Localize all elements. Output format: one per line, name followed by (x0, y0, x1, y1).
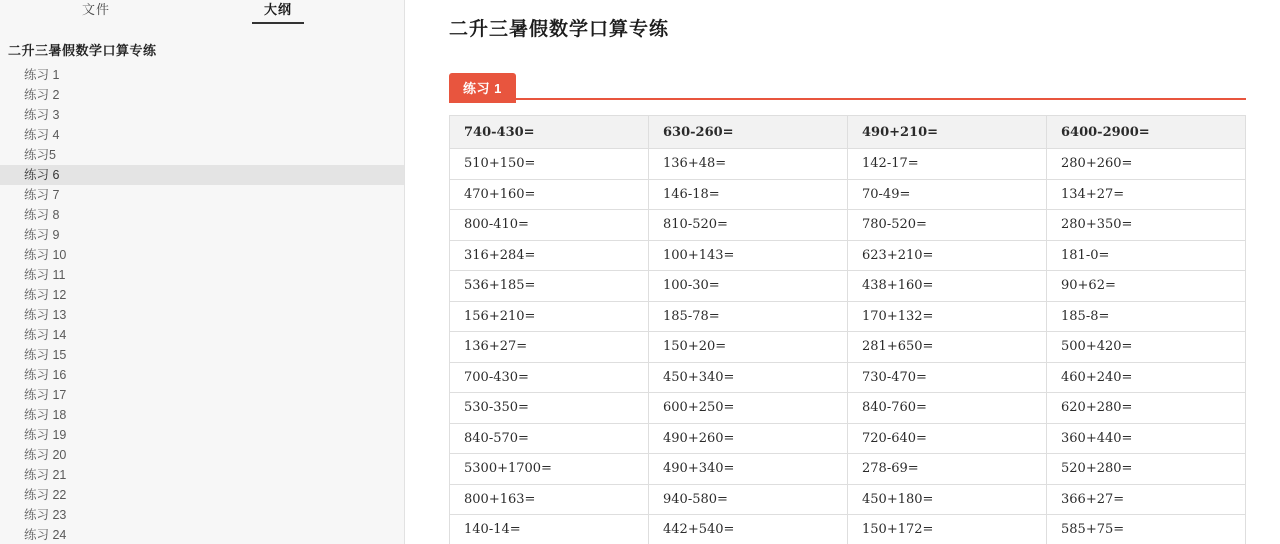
outline-item[interactable]: 练习 3 (24, 108, 60, 122)
table-cell: 140-14= (450, 515, 649, 544)
table-cell: 136+48= (649, 149, 848, 180)
table-cell: 500+420= (1047, 332, 1246, 363)
table-cell: 134+27= (1047, 179, 1246, 210)
table-row (450, 210, 1246, 241)
table-cell: 940-580= (649, 484, 848, 515)
table-cell: 156+210= (450, 301, 649, 332)
section-rule (449, 98, 1246, 100)
outline-item[interactable]: 练习 21 (24, 468, 67, 482)
table-cell: 810-520= (649, 210, 848, 241)
outline-item[interactable]: 练习 8 (24, 208, 60, 222)
table-row (450, 393, 1246, 424)
table-cell: 185-8= (1047, 301, 1246, 332)
table-cell: 100-30= (649, 271, 848, 302)
document-pane[interactable] (405, 0, 1280, 544)
table-header-row (450, 116, 1246, 149)
table-cell: 536+185= (450, 271, 649, 302)
table-row (450, 454, 1246, 485)
table-cell: 70-49= (848, 179, 1047, 210)
outline-item[interactable]: 练习 6 (0, 165, 404, 185)
table-cell: 438+160= (848, 271, 1047, 302)
table-cell: 150+172= (848, 515, 1047, 544)
outline-title: 二升三暑假数学口算专练 (8, 43, 157, 58)
table-row (450, 423, 1246, 454)
outline-item[interactable]: 练习 9 (24, 228, 60, 242)
table-body (450, 149, 1246, 544)
sidebar (0, 0, 405, 544)
outline-item[interactable]: 练习 23 (24, 508, 67, 522)
outline-item[interactable]: 练习 19 (24, 428, 67, 442)
table-row (450, 484, 1246, 515)
table-cell: 281+650= (848, 332, 1047, 363)
outline-item[interactable]: 练习 11 (24, 268, 66, 282)
outline-item[interactable]: 练习 13 (24, 308, 67, 322)
table-cell: 470+160= (450, 179, 649, 210)
table-cell: 278-69= (848, 454, 1047, 485)
table-cell: 585+75= (1047, 515, 1246, 544)
outline-item[interactable]: 练习5 (24, 148, 56, 162)
table-cell: 136+27= (450, 332, 649, 363)
table-cell: 520+280= (1047, 454, 1246, 485)
table-cell: 600+250= (649, 393, 848, 424)
table-cell: 280+350= (1047, 210, 1246, 241)
table-cell: 460+240= (1047, 362, 1246, 393)
outline-item[interactable]: 练习 1 (24, 68, 60, 82)
table-cell: 450+180= (848, 484, 1047, 515)
tab-outline[interactable]: 大纲 (242, 0, 314, 20)
tab-files[interactable]: 文件 (82, 2, 111, 17)
table-cell: 800-410= (450, 210, 649, 241)
table-cell: 510+150= (450, 149, 649, 180)
page-title: 二升三暑假数学口算专练 (449, 18, 670, 40)
outline-item[interactable]: 练习 15 (24, 348, 67, 362)
outline-item[interactable]: 练习 24 (24, 528, 67, 542)
table-cell: 90+62= (1047, 271, 1246, 302)
outline-item[interactable]: 练习 16 (24, 368, 67, 382)
table-cell: 360+440= (1047, 423, 1246, 454)
table-cell: 450+340= (649, 362, 848, 393)
table-cell: 146-18= (649, 179, 848, 210)
sidebar-tabs (0, 0, 404, 26)
outline-item[interactable]: 练习 10 (24, 248, 67, 262)
exercise-table (449, 115, 1246, 544)
table-header-cell: 630-260= (649, 116, 848, 149)
table-cell: 5300+1700= (450, 454, 649, 485)
outline-item[interactable]: 练习 20 (24, 448, 67, 462)
table-cell: 316+284= (450, 240, 649, 271)
table-cell: 780-520= (848, 210, 1047, 241)
table-cell: 280+260= (1047, 149, 1246, 180)
table-cell: 490+260= (649, 423, 848, 454)
table-cell: 366+27= (1047, 484, 1246, 515)
section-tag: 练习 1 (449, 73, 516, 103)
table-cell: 442+540= (649, 515, 848, 544)
outline-item[interactable]: 练习 22 (24, 488, 67, 502)
table-cell: 840-570= (450, 423, 649, 454)
table-row (450, 240, 1246, 271)
table-cell: 800+163= (450, 484, 649, 515)
table-cell: 840-760= (848, 393, 1047, 424)
outline-list (0, 65, 404, 544)
outline-item[interactable]: 练习 14 (24, 328, 67, 342)
table-row (450, 515, 1246, 544)
table-cell: 623+210= (848, 240, 1047, 271)
table-cell: 490+340= (649, 454, 848, 485)
table-header-cell: 6400-2900= (1047, 116, 1246, 149)
outline-item[interactable]: 练习 4 (24, 128, 60, 142)
outline-item[interactable]: 练习 2 (24, 88, 60, 102)
table-row (450, 301, 1246, 332)
section-header (449, 73, 1246, 100)
table-cell: 720-640= (848, 423, 1047, 454)
table-cell: 150+20= (649, 332, 848, 363)
table-cell: 142-17= (848, 149, 1047, 180)
outline-item[interactable]: 练习 18 (24, 408, 67, 422)
table-cell: 181-0= (1047, 240, 1246, 271)
outline-item[interactable]: 练习 17 (24, 388, 67, 402)
table-cell: 170+132= (848, 301, 1047, 332)
outline-item[interactable]: 练习 12 (24, 288, 67, 302)
table-cell: 620+280= (1047, 393, 1246, 424)
table-row (450, 271, 1246, 302)
table-row (450, 149, 1246, 180)
table-cell: 730-470= (848, 362, 1047, 393)
table-cell: 530-350= (450, 393, 649, 424)
table-row (450, 179, 1246, 210)
table-row (450, 332, 1246, 363)
table-header-cell: 740-430= (450, 116, 649, 149)
outline-item[interactable]: 练习 7 (24, 188, 60, 202)
table-cell: 700-430= (450, 362, 649, 393)
table-cell: 185-78= (649, 301, 848, 332)
table-header-cell: 490+210= (848, 116, 1047, 149)
table-row (450, 362, 1246, 393)
table-cell: 100+143= (649, 240, 848, 271)
